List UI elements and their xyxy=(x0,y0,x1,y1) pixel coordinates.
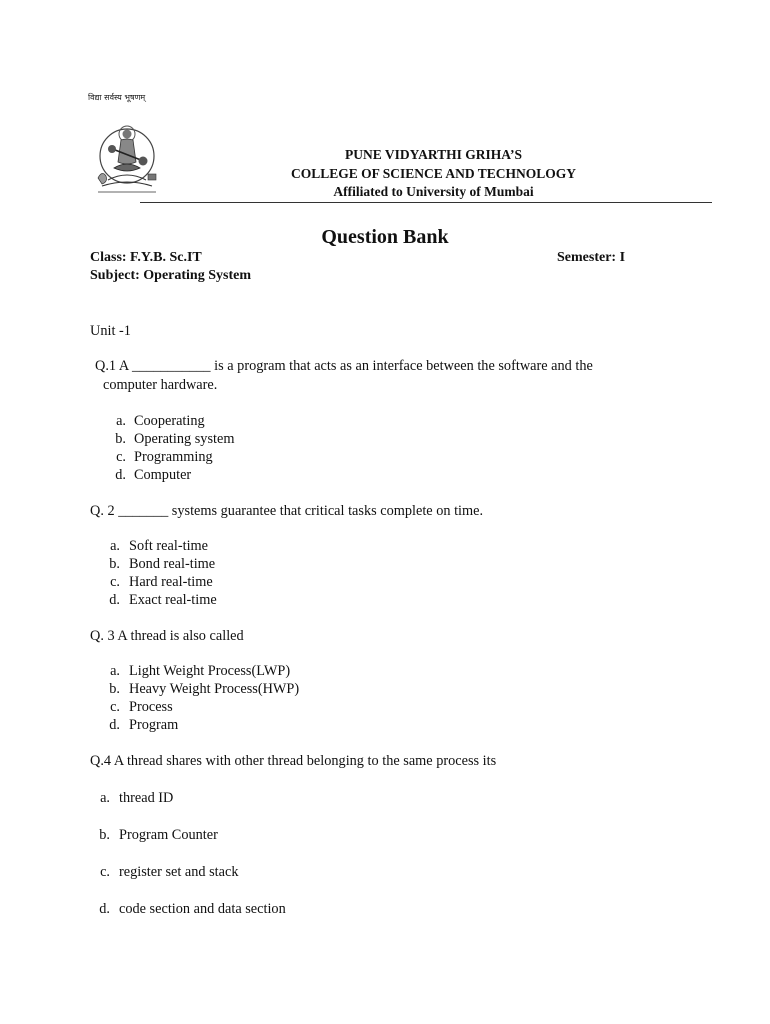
question-3-option-c: c. Process xyxy=(110,699,173,715)
affiliation: Affiliated to University of Mumbai xyxy=(333,184,534,199)
question-3-option-a: a. Light Weight Process(LWP) xyxy=(110,663,291,679)
question-2-option-b: b. Bond real-time xyxy=(109,556,216,572)
class-label: Class: F.Y.B. Sc.IT xyxy=(90,250,202,265)
question-3-option-d: d. Program xyxy=(109,717,179,733)
question-1-line-2: computer hardware. xyxy=(103,377,218,393)
question-3-option-b: b. Heavy Weight Process(HWP) xyxy=(109,681,300,697)
question-1-option-a: a. Cooperating xyxy=(116,413,205,429)
question-3: Q. 3 A thread is also called xyxy=(90,628,244,644)
page-title: Question Bank xyxy=(321,226,449,248)
question-1-line-1: Q.1 A ___________ is a program that acts as an interface between the software and the xyxy=(95,358,593,374)
question-4-option-c: c. register set and stack xyxy=(100,864,239,880)
question-2-option-a: a. Soft real-time xyxy=(110,538,209,554)
institution-name: PUNE VIDYARTHI GRIHA’S xyxy=(344,147,523,162)
question-4-option-b: b. Program Counter xyxy=(99,827,218,843)
unit-heading: Unit -1 xyxy=(90,323,131,339)
question-4-option-d: d. code section and data section xyxy=(99,901,286,917)
question-1-option-d: d. Computer xyxy=(115,467,192,483)
header-divider xyxy=(140,202,712,203)
question-1-option-c: c. Programming xyxy=(116,449,213,465)
college-header xyxy=(140,146,727,202)
college-name: COLLEGE OF SCIENCE AND TECHNOLOGY xyxy=(290,165,577,181)
question-2: Q. 2 _______ systems guarantee that critical tasks complete on time. xyxy=(90,503,484,519)
question-2-option-c: c. Hard real-time xyxy=(110,574,213,590)
question-2-option-d: d. Exact real-time xyxy=(109,592,217,608)
question-1-option-b: b. Operating system xyxy=(115,431,235,447)
subject-label: Subject: Operating System xyxy=(90,268,251,283)
logo-motto: विद्या सर्वस्य भूषणम् xyxy=(88,93,146,102)
question-4-option-a: a. thread ID xyxy=(100,790,174,806)
semester-label: Semester: I xyxy=(557,250,626,265)
question-4: Q.4 A thread shares with other thread belonging to the same process its xyxy=(90,753,497,769)
